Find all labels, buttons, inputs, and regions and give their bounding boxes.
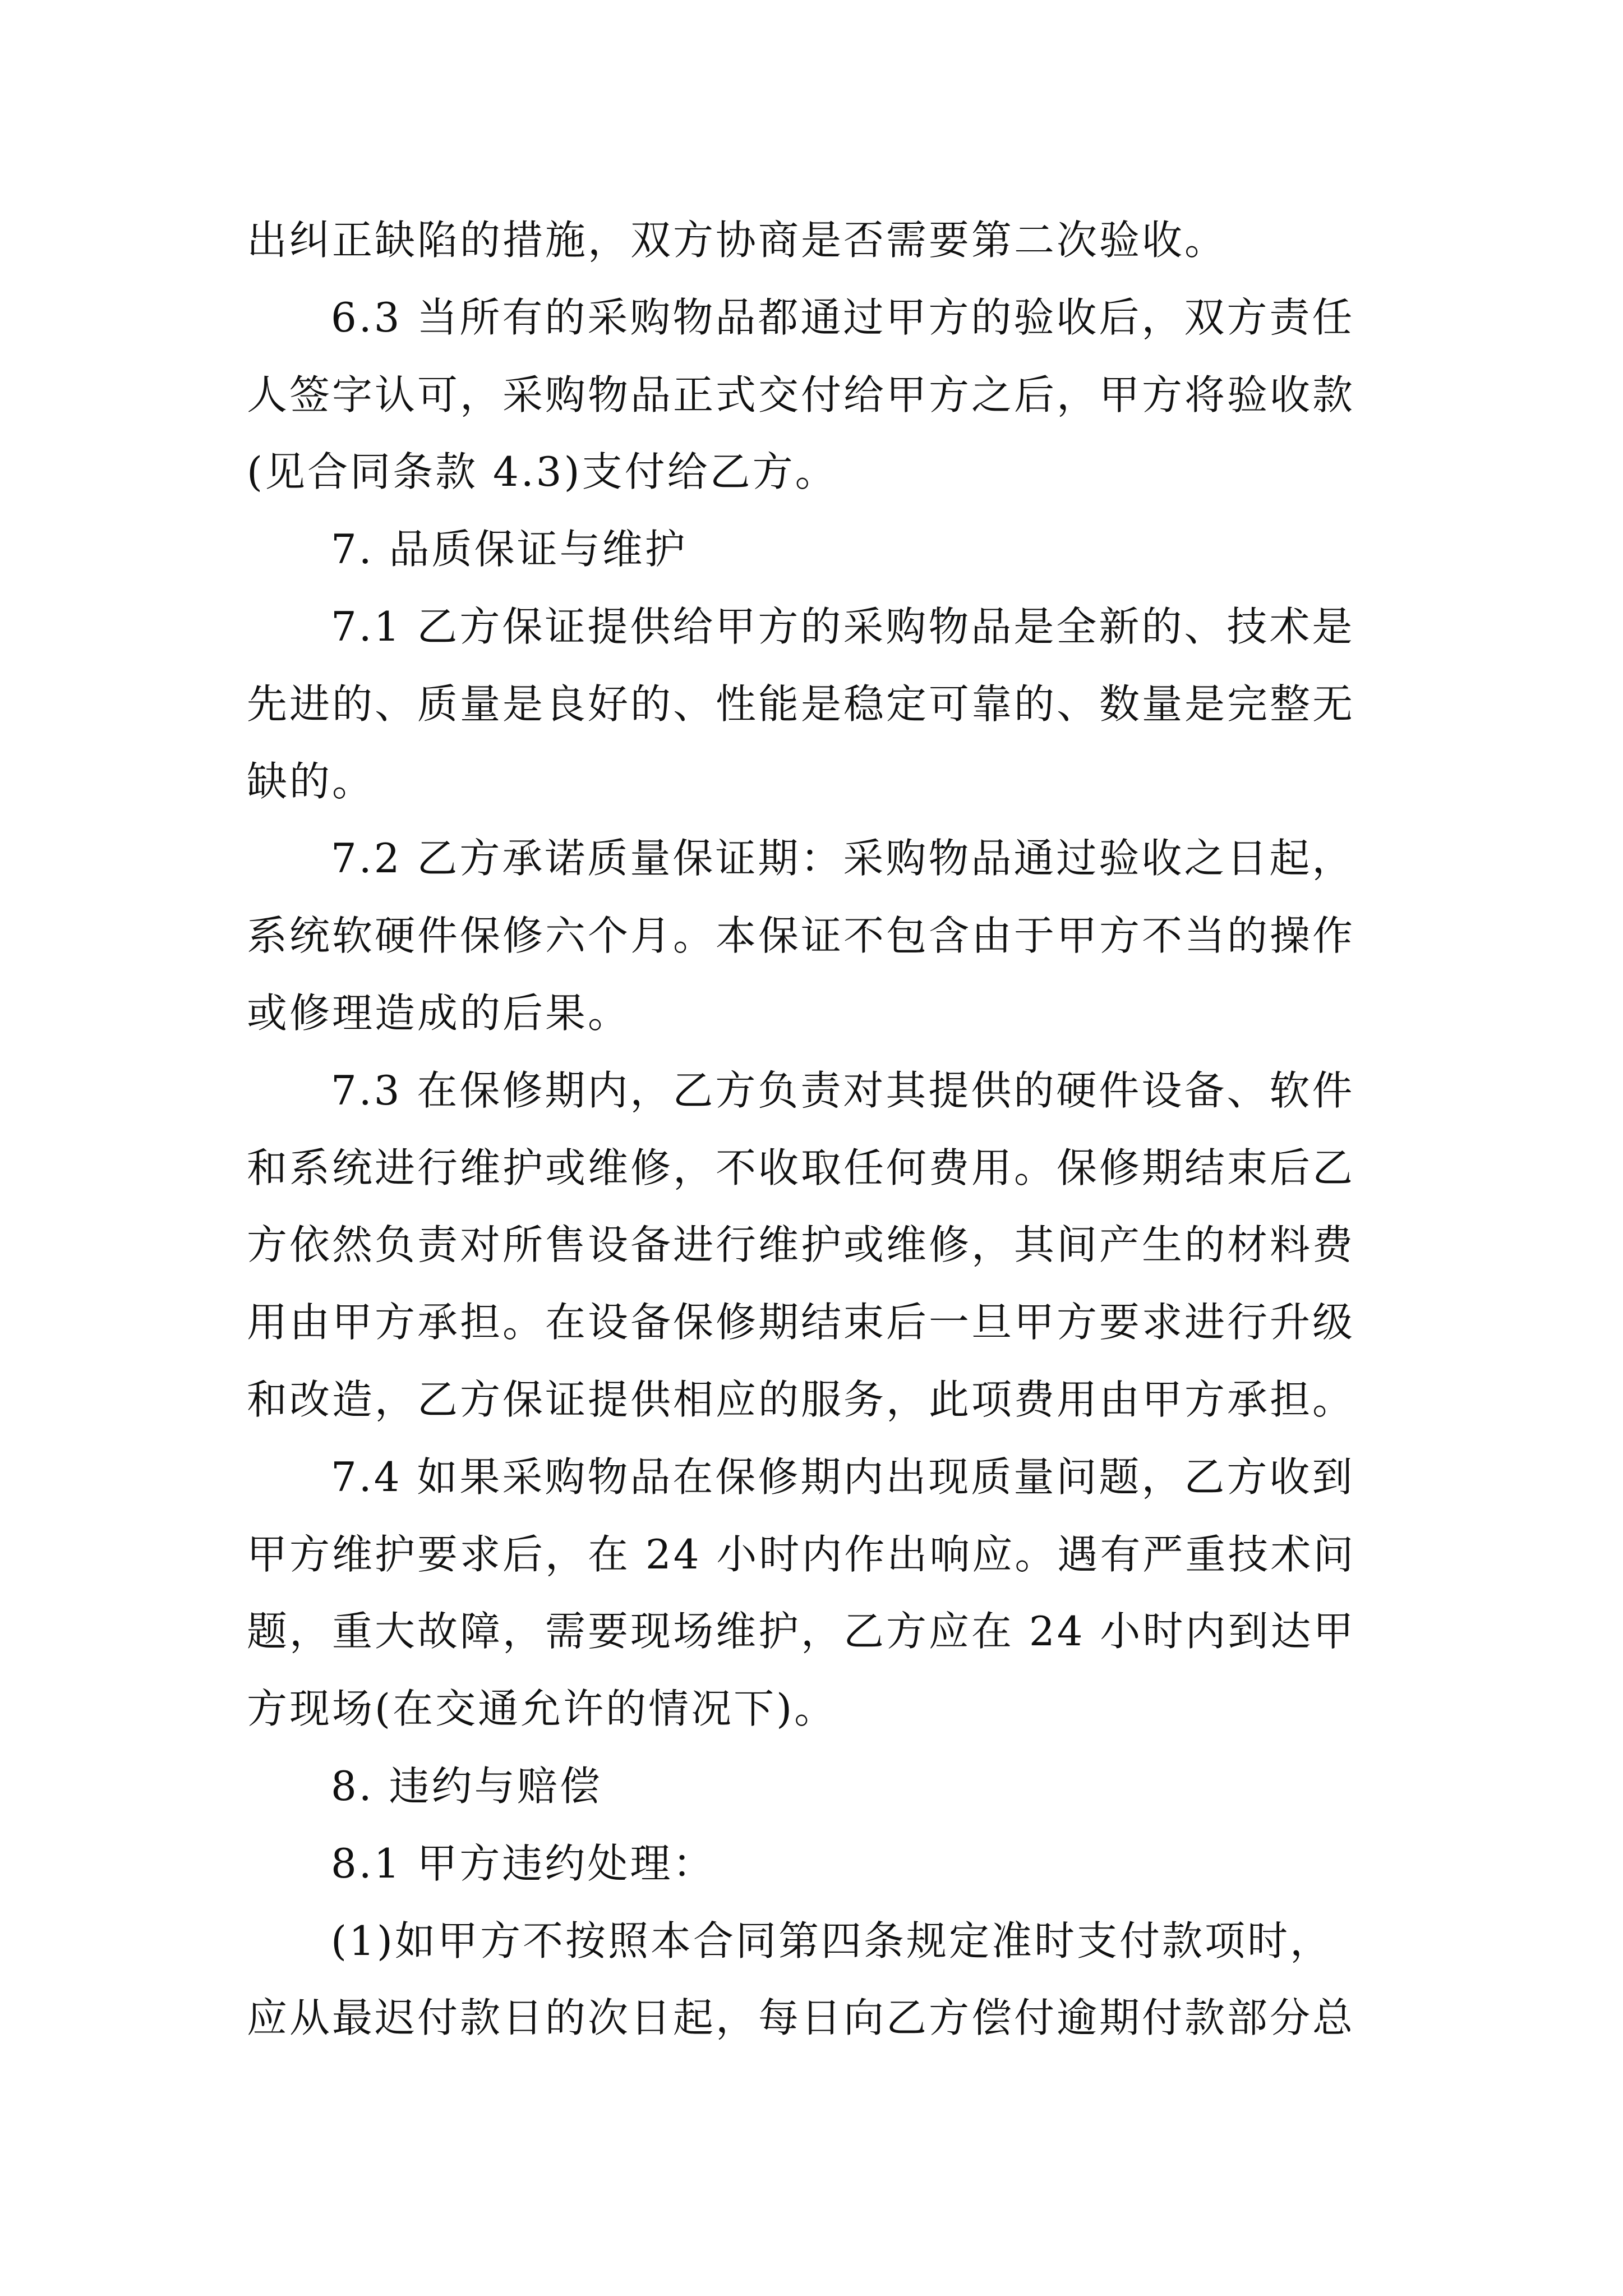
text-line: (见合同条款 4.3)支付给乙方。 (247, 448, 838, 496)
section-heading: 8. 违约与赔偿 (331, 1762, 602, 1810)
text-line: 人签字认可，采购物品正式交付给甲方之后，甲方将验收款 (247, 371, 1355, 418)
text-line: 6.3 当所有的采购物品都通过甲方的验收后，双方责任 (331, 293, 1355, 341)
text-line: 应从最迟付款日的次日起，每日向乙方偿付逾期付款部分总 (247, 1994, 1355, 2042)
text-line: 甲方维护要求后，在 24 小时内作出响应。遇有严重技术问 (247, 1530, 1356, 1578)
text-line: 或修理造成的后果。 (247, 989, 631, 1037)
text-line: 和改造，乙方保证提供相应的服务，此项费用由甲方承担。 (247, 1375, 1355, 1423)
text-line: (1)如甲方不按照本合同第四条规定准时支付款项时， (331, 1917, 1332, 1964)
text-line: 7.3 在保修期内，乙方负责对其提供的硬件设备、软件 (331, 1066, 1355, 1114)
text-line: 方依然负责对所售设备进行维护或维修，其间产生的材料费 (247, 1221, 1355, 1269)
text-line: 8.1 甲方违约处理： (331, 1839, 716, 1887)
text-line: 出纠正缺陷的措施，双方协商是否需要第二次验收。 (247, 217, 1228, 264)
section-heading: 7. 品质保证与维护 (331, 526, 688, 573)
text-line: 题，重大故障，需要现场维护，乙方应在 24 小时内到达甲 (247, 1608, 1356, 1655)
text-line: 7.2 乙方承诺质量保证期：采购物品通过验收之日起， (331, 835, 1355, 882)
text-line: 用由甲方承担。在设备保修期结束后一旦甲方要求进行升级 (247, 1299, 1355, 1346)
text-line: 7.1 乙方保证提供给甲方的采购物品是全新的、技术是 (331, 602, 1355, 650)
text-line: 先进的、质量是良好的、性能是稳定可靠的、数量是完整无 (247, 680, 1355, 728)
text-line: 系统软硬件保修六个月。本保证不包含由于甲方不当的操作 (247, 912, 1355, 960)
text-line: 方现场(在交通允许的情况下)。 (247, 1685, 837, 1733)
text-line: 缺的。 (247, 757, 375, 805)
text-line: 7.4 如果采购物品在保修期内出现质量问题，乙方收到 (331, 1453, 1355, 1501)
text-line: 和系统进行维护或维修，不收取任何费用。保修期结束后乙 (247, 1144, 1355, 1191)
contract-text-body (247, 202, 1413, 2057)
